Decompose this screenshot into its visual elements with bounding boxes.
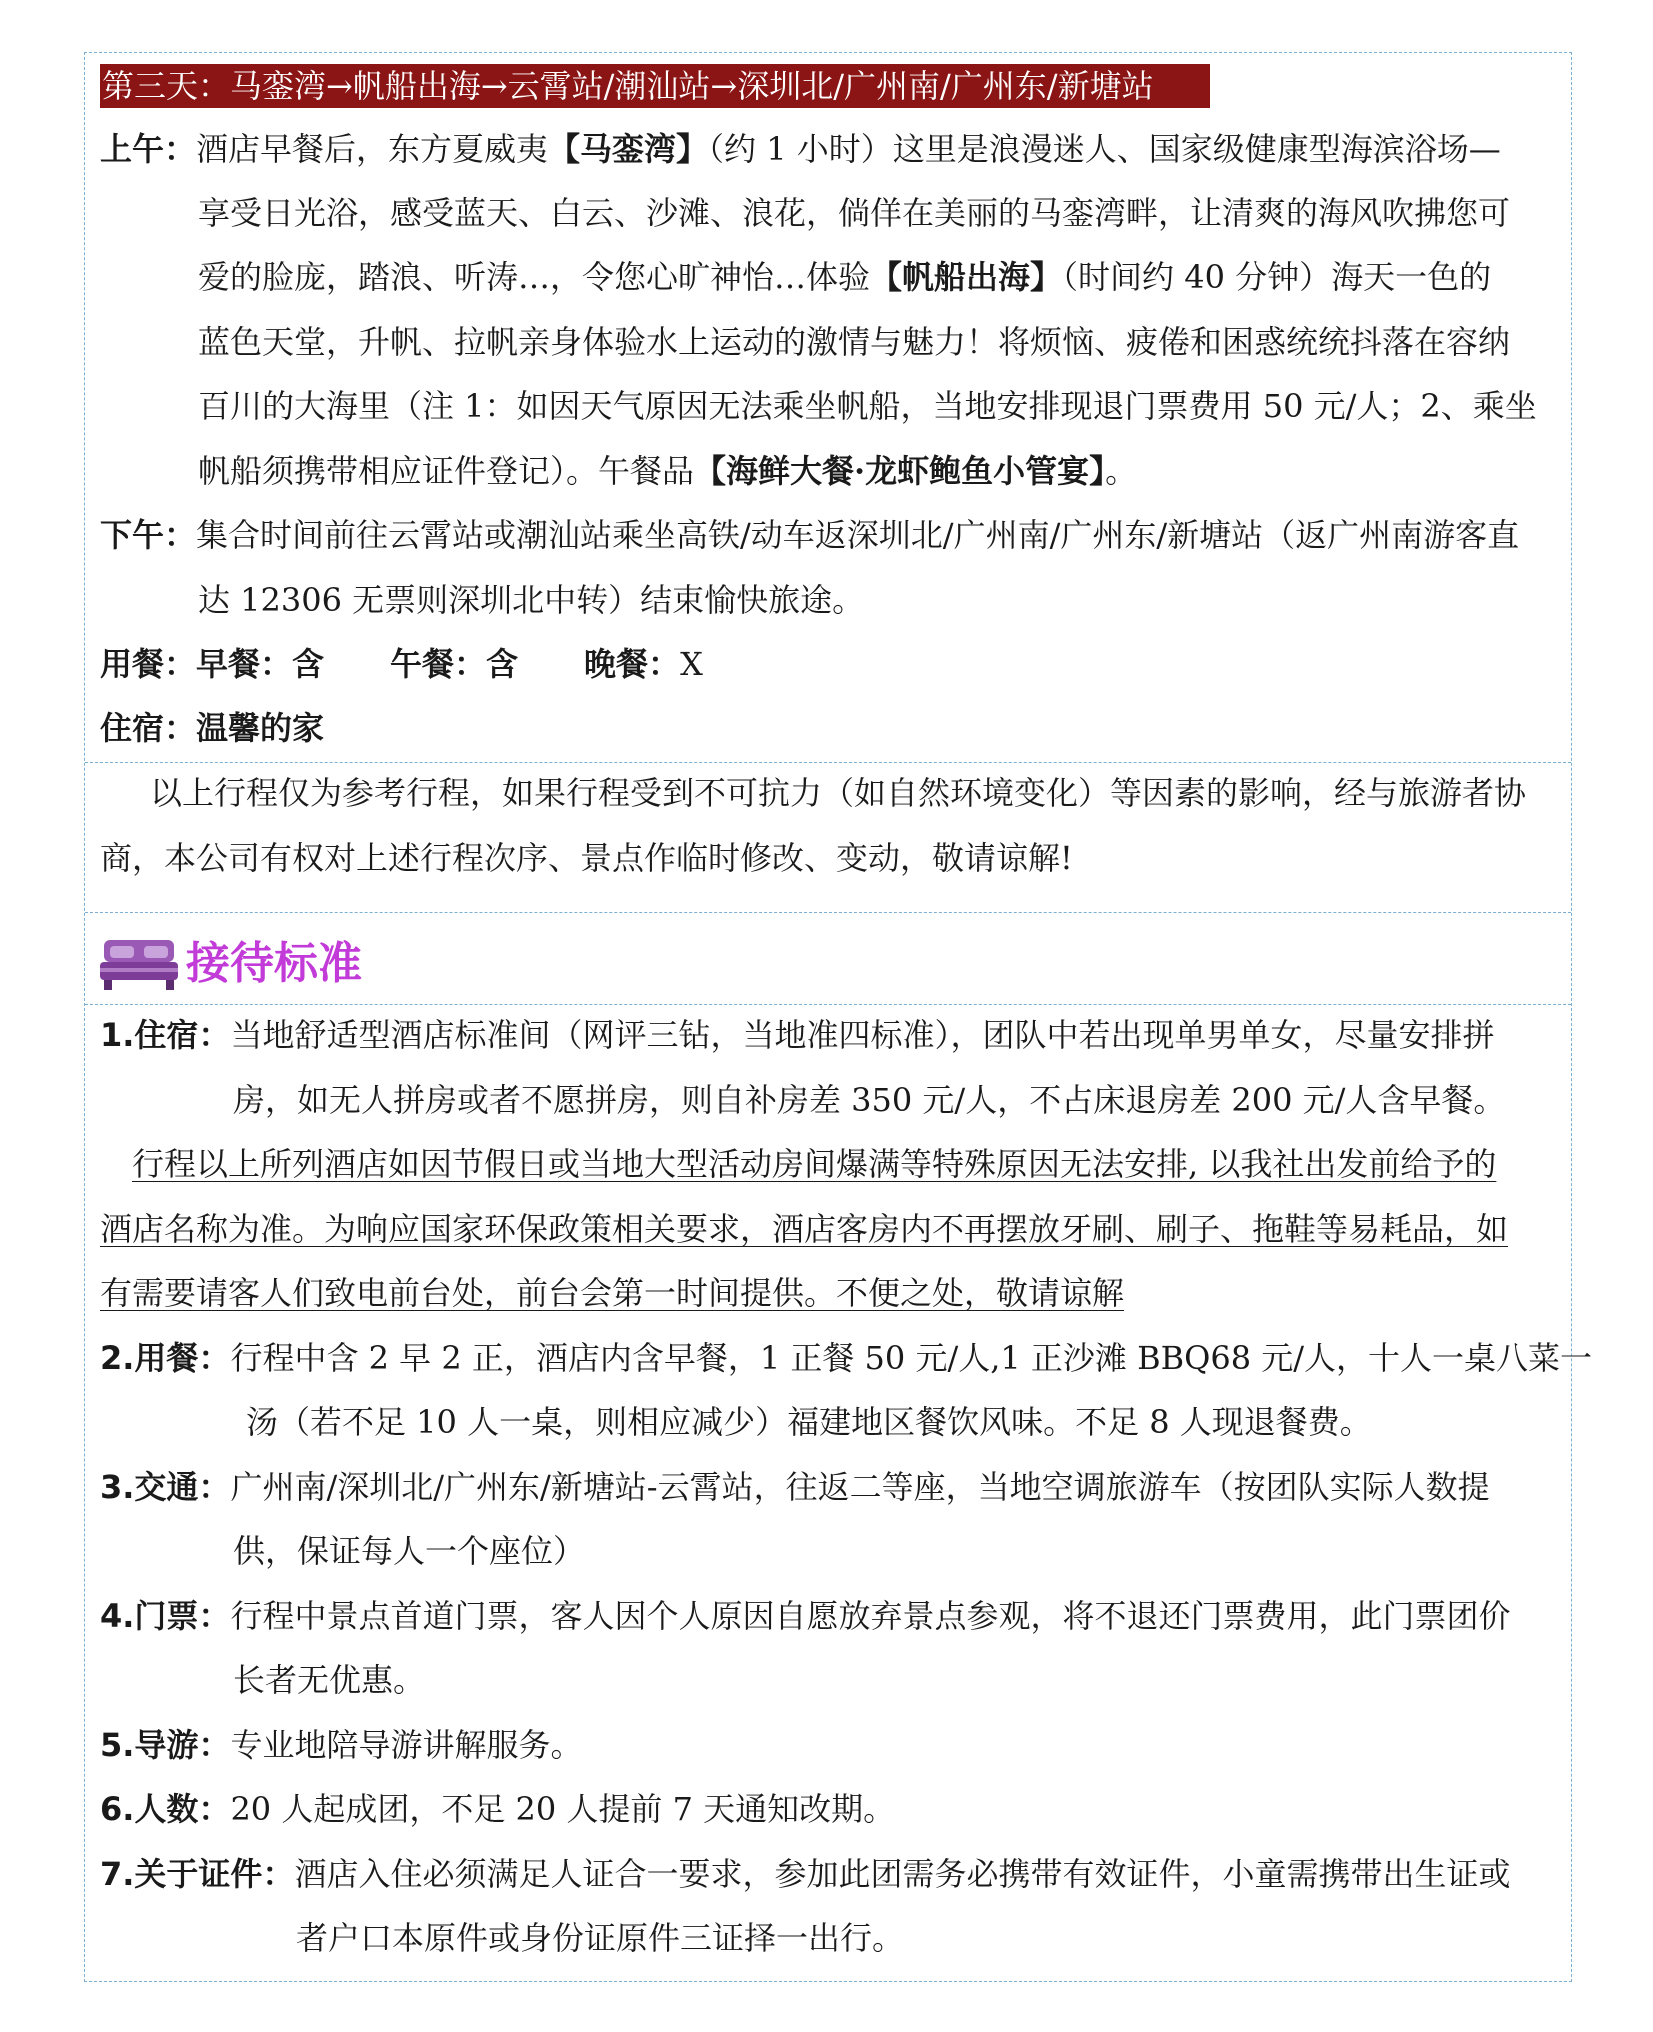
- standard-item-tickets-line-2: 长者无优惠。: [233, 1661, 426, 1699]
- morning-line-6: 帆船须携带相应证件登记）。午餐品【海鲜大餐·龙虾鲍鱼小管宴】。: [198, 452, 1138, 490]
- disclaimer-line-2: 商，本公司有权对上述行程次序、景点作临时修改、变动，敬请谅解!: [100, 839, 1073, 877]
- morning-line-4: 蓝色天堂，升帆、拉帆亲身体验水上运动的激情与魅力！将烦恼、疲倦和困惑统统抖落在容纳: [198, 323, 1511, 361]
- morning-line-5: 百川的大海里（注 1：如因天气原因无法乘坐帆船，当地安排现退门票费用 50 元/人；2、乘坐: [198, 387, 1537, 425]
- meal-breakfast: 早餐：含: [196, 645, 325, 683]
- day-title-banner: 第三天：马銮湾→帆船出海→云霄站/潮汕站→深圳北/广州南/广州东/新塘站: [100, 64, 1210, 108]
- highlight-seafood-lunch: 【海鲜大餐·龙虾鲍鱼小管宴】: [694, 452, 1106, 490]
- hotel-note-line-3: 有需要请客人们致电前台处，前台会第一时间提供。不便之处，敬请谅解: [100, 1274, 1125, 1312]
- morning-label: 上午：: [100, 130, 197, 168]
- lodging-value: 温馨的家: [196, 709, 325, 747]
- standard-item-tickets: 4.门票：行程中景点首道门票，客人因个人原因自愿放弃景点参观，将不退还门票费用，此门票团价: [100, 1597, 1511, 1635]
- standard-item-lodging-line-2: 房，如无人拼房或者不愿拼房，则自补房差 350 元/人，不占床退房差 200 元/人含早餐。: [233, 1081, 1506, 1119]
- morning-line-1: 上午：酒店早餐后，东方夏威夷【马銮湾】（约 1 小时）这里是浪漫迷人、国家级健康型海滨浴场—: [100, 130, 1501, 168]
- standard-item-meals: 2.用餐：行程中含 2 早 2 正，酒店内含早餐，1 正餐 50 元/人,1 正沙滩 BBQ68 元/人，十人一桌八菜一: [100, 1339, 1593, 1377]
- standard-item-group-size: 6.人数：20 人起成团，不足 20 人提前 7 天通知改期。: [100, 1790, 896, 1828]
- morning-line-2: 享受日光浴，感受蓝天、白云、沙滩、浪花，倘佯在美丽的马銮湾畔，让清爽的海风吹拂您可: [198, 194, 1511, 232]
- standard-item-lodging: 1.住宿：当地舒适型酒店标准间（网评三钻，当地准四标准），团队中若出现单男单女，尽量安排拼: [100, 1016, 1495, 1054]
- divider: [85, 1004, 1571, 1005]
- afternoon-label: 下午：: [100, 516, 197, 554]
- afternoon-line-2: 达 12306 无票则深圳北中转）结束愉快旅途。: [198, 581, 865, 619]
- item-label: 1.住宿：: [100, 1016, 231, 1054]
- morning-line-3: 爱的脸庞，踏浪、听涛…，令您心旷神怡…体验【帆船出海】（时间约 40 分钟）海天一色的: [198, 258, 1492, 296]
- item-label: 4.门票：: [100, 1597, 231, 1635]
- disclaimer-line-1: 以上行程仅为参考行程，如果行程受到不可抗力（如自然环境变化）等因素的影响，经与旅游者协: [150, 774, 1527, 812]
- lodging-row: [100, 708, 324, 748]
- afternoon-line-1: 下午：集合时间前往云霄站或潮汕站乘坐高铁/动车返深圳北/广州南/广州东/新塘站（返广州南游客直: [100, 516, 1520, 554]
- item-label: 3.交通：: [100, 1468, 231, 1506]
- standard-item-guide: 5.导游：专业地陪导游讲解服务。: [100, 1726, 583, 1764]
- meal-lunch: 午餐：含: [390, 645, 519, 683]
- meal-dinner-value: X: [680, 645, 703, 683]
- item-label: 6.人数：: [100, 1790, 231, 1828]
- divider: [85, 912, 1571, 913]
- section-title-reception-standards: 接待标准: [186, 938, 362, 989]
- meals-row: [100, 644, 703, 684]
- standard-item-documents: 7.关于证件：酒店入住必须满足人证合一要求，参加此团需务必携带有效证件，小童需携带出生证或: [100, 1855, 1511, 1893]
- hotel-note-line-2: 酒店名称为准。为响应国家环保政策相关要求，酒店客房内不再摆放牙刷、刷子、拖鞋等易耗品，如: [100, 1210, 1509, 1248]
- standard-item-documents-line-2: 者户口本原件或身份证原件三证择一出行。: [296, 1919, 905, 1957]
- standard-item-transport-line-2: 供，保证每人一个座位）: [233, 1532, 586, 1570]
- meals-label: 用餐：: [100, 645, 197, 683]
- item-label: 2.用餐：: [100, 1339, 231, 1377]
- highlight-maluanwan: 【马銮湾】: [548, 130, 709, 168]
- standard-item-meals-line-2: 汤（若不足 10 人一桌，则相应减少）福建地区餐饮风味。不足 8 人现退餐费。: [246, 1403, 1372, 1441]
- hotel-note-line-1: 行程以上所列酒店如因节假日或当地大型活动房间爆满等特殊原因无法安排, 以我社出发前给予的: [132, 1145, 1497, 1183]
- standard-item-transport: 3.交通：广州南/深圳北/广州东/新塘站-云霄站，往返二等座，当地空调旅游车（按团队实际人数提: [100, 1468, 1490, 1506]
- item-label: 5.导游：: [100, 1726, 231, 1764]
- highlight-sailing: 【帆船出海】: [870, 258, 1063, 296]
- meal-dinner-label: 晚餐：: [584, 645, 681, 683]
- bed-icon: [100, 938, 178, 992]
- lodging-label: 住宿：: [100, 709, 197, 747]
- item-label: 7.关于证件：: [100, 1855, 295, 1893]
- divider: [85, 762, 1571, 763]
